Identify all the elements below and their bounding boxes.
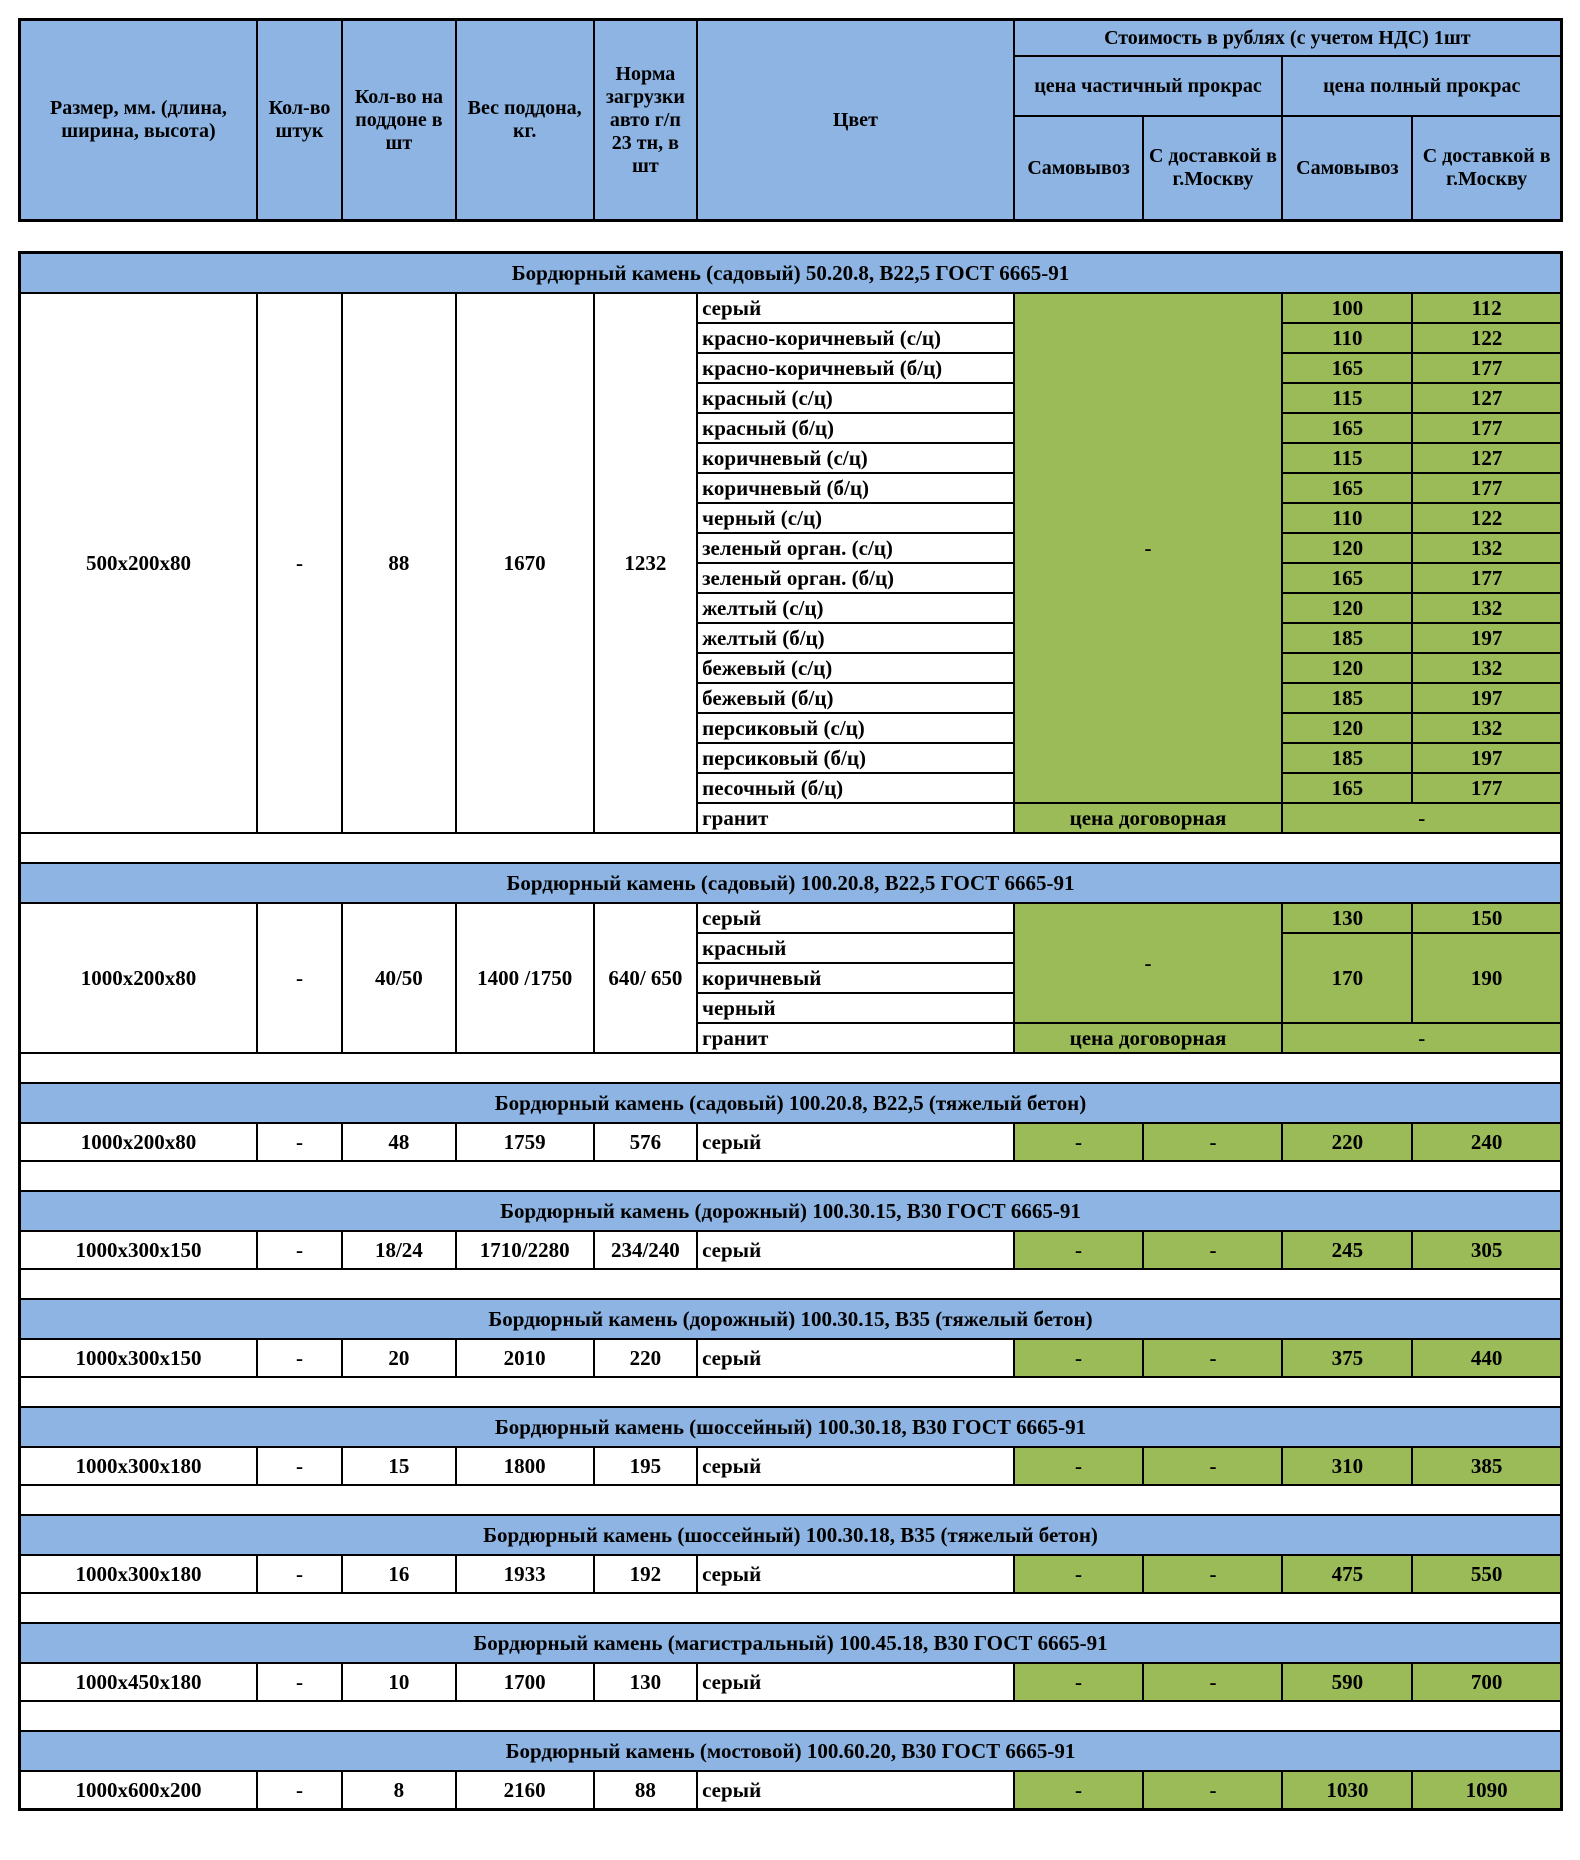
color-cell: красный bbox=[697, 933, 1014, 963]
color-cell: зеленый орган. (с/ц) bbox=[697, 533, 1014, 563]
weight-cell: 1400 /1750 bbox=[456, 903, 594, 1053]
table-row bbox=[20, 1623, 1562, 1663]
full-pickup-cell: 375 bbox=[1282, 1339, 1412, 1377]
full-delivery-cell: 132 bbox=[1412, 533, 1561, 563]
table-row bbox=[20, 293, 1562, 323]
spacer-row bbox=[20, 1701, 1562, 1731]
size-cell: 1000x200x80 bbox=[20, 1123, 257, 1161]
table-row bbox=[20, 1269, 1562, 1299]
color-cell: зеленый орган. (б/ц) bbox=[697, 563, 1014, 593]
header-color: Цвет bbox=[697, 20, 1014, 221]
table-row bbox=[20, 1191, 1562, 1231]
table-row bbox=[20, 1663, 1562, 1701]
full-delivery-cell: 122 bbox=[1412, 323, 1561, 353]
table-row bbox=[20, 1731, 1562, 1771]
full-pickup-cell: 165 bbox=[1282, 773, 1412, 803]
partial-price-cell: - bbox=[1014, 903, 1283, 1023]
qty-cell: - bbox=[257, 1123, 342, 1161]
full-delivery-cell: 700 bbox=[1412, 1663, 1561, 1701]
section-title: Бордюрный камень (садовый) 100.20.8, В22,5 (тяжелый бетон) bbox=[20, 1083, 1562, 1123]
full-pickup-cell: 115 bbox=[1282, 443, 1412, 473]
table-row bbox=[20, 1407, 1562, 1447]
partial-pickup-cell: - bbox=[1014, 1231, 1144, 1269]
full-pickup-cell: 185 bbox=[1282, 743, 1412, 773]
norm-cell: 195 bbox=[594, 1447, 697, 1485]
full-pickup-cell: 220 bbox=[1282, 1123, 1412, 1161]
full-delivery-cell: 177 bbox=[1412, 773, 1561, 803]
color-cell: бежевый (б/ц) bbox=[697, 683, 1014, 713]
section-title: Бордюрный камень (садовый) 100.20.8, В22,5 ГОСТ 6665-91 bbox=[20, 863, 1562, 903]
header-pallet-weight: Вес поддона, кг. bbox=[456, 20, 594, 221]
header-partial: цена частичный прокрас bbox=[1014, 56, 1283, 116]
qty-cell: - bbox=[257, 1555, 342, 1593]
per-pallet-cell: 10 bbox=[342, 1663, 456, 1701]
per-pallet-cell: 88 bbox=[342, 293, 456, 833]
weight-cell: 1933 bbox=[456, 1555, 594, 1593]
partial-price-cell: - bbox=[1014, 293, 1283, 803]
full-pickup-cell: 115 bbox=[1282, 383, 1412, 413]
full-delivery-cell: 132 bbox=[1412, 713, 1561, 743]
color-cell: желтый (с/ц) bbox=[697, 593, 1014, 623]
color-cell: черный (с/ц) bbox=[697, 503, 1014, 533]
full-pickup-cell: 110 bbox=[1282, 323, 1412, 353]
full-pickup-cell: 120 bbox=[1282, 653, 1412, 683]
weight-cell: 1710/2280 bbox=[456, 1231, 594, 1269]
header-per-pallet: Кол-во на поддоне в шт bbox=[342, 20, 456, 221]
full-delivery-cell: 127 bbox=[1412, 383, 1561, 413]
table-row bbox=[20, 1161, 1562, 1191]
table-header bbox=[18, 18, 1563, 222]
spacer-row bbox=[20, 1269, 1562, 1299]
header-partial-delivery: С доставкой в г.Москву bbox=[1143, 116, 1282, 221]
full-pickup-cell: 120 bbox=[1282, 593, 1412, 623]
full-delivery-cell: 197 bbox=[1412, 683, 1561, 713]
section-title: Бордюрный камень (дорожный) 100.30.15, В35 (тяжелый бетон) bbox=[20, 1299, 1562, 1339]
full-pickup-cell: 130 bbox=[1282, 903, 1412, 933]
size-cell: 1000x300x180 bbox=[20, 1555, 257, 1593]
table-row bbox=[20, 833, 1562, 863]
weight-cell: 2160 bbox=[456, 1771, 594, 1810]
full-delivery-cell: 385 bbox=[1412, 1447, 1561, 1485]
header-partial-pickup: Самовывоз bbox=[1014, 116, 1144, 221]
full-pickup-cell: 120 bbox=[1282, 533, 1412, 563]
full-pickup-cell: 475 bbox=[1282, 1555, 1412, 1593]
color-cell: серый bbox=[697, 1771, 1014, 1810]
table-row bbox=[20, 1593, 1562, 1623]
header-cost: Стоимость в рублях (с учетом НДС) 1шт bbox=[1014, 20, 1562, 57]
qty-cell: - bbox=[257, 1663, 342, 1701]
full-pickup-cell: 165 bbox=[1282, 473, 1412, 503]
table-row bbox=[20, 1299, 1562, 1339]
table-row bbox=[20, 1771, 1562, 1810]
weight-cell: 2010 bbox=[456, 1339, 594, 1377]
partial-pickup-cell: - bbox=[1014, 1123, 1144, 1161]
weight-cell: 1800 bbox=[456, 1447, 594, 1485]
norm-cell: 192 bbox=[594, 1555, 697, 1593]
color-cell: песочный (б/ц) bbox=[697, 773, 1014, 803]
per-pallet-cell: 18/24 bbox=[342, 1231, 456, 1269]
color-cell: желтый (б/ц) bbox=[697, 623, 1014, 653]
full-delivery-cell: 190 bbox=[1412, 933, 1561, 1023]
table-row bbox=[20, 1339, 1562, 1377]
full-pickup-cell: 590 bbox=[1282, 1663, 1412, 1701]
table-row bbox=[20, 1485, 1562, 1515]
table-row bbox=[20, 1515, 1562, 1555]
weight-cell: 1670 bbox=[456, 293, 594, 833]
header-load-norm: Норма загрузки авто г/п 23 тн, в шт bbox=[594, 20, 697, 221]
size-cell: 1000x300x150 bbox=[20, 1231, 257, 1269]
spacer-row bbox=[20, 1161, 1562, 1191]
full-pickup-cell: 165 bbox=[1282, 563, 1412, 593]
full-pickup-cell: 100 bbox=[1282, 293, 1412, 323]
full-delivery-cell: 305 bbox=[1412, 1231, 1561, 1269]
partial-pickup-cell: - bbox=[1014, 1663, 1144, 1701]
full-delivery-cell: 177 bbox=[1412, 473, 1561, 503]
section-title: Бордюрный камень (магистральный) 100.45.18, В30 ГОСТ 6665-91 bbox=[20, 1623, 1562, 1663]
table-row bbox=[20, 1447, 1562, 1485]
size-cell: 500x200x80 bbox=[20, 293, 257, 833]
color-cell: серый bbox=[697, 1663, 1014, 1701]
header-qty: Кол-во штук bbox=[257, 20, 342, 221]
size-cell: 1000x300x150 bbox=[20, 1339, 257, 1377]
header-full-pickup: Самовывоз bbox=[1282, 116, 1412, 221]
norm-cell: 1232 bbox=[594, 293, 697, 833]
full-delivery-cell: 177 bbox=[1412, 353, 1561, 383]
partial-price-cell: цена договорная bbox=[1014, 1023, 1283, 1053]
weight-cell: 1759 bbox=[456, 1123, 594, 1161]
full-pickup-cell: 245 bbox=[1282, 1231, 1412, 1269]
norm-cell: 640/ 650 bbox=[594, 903, 697, 1053]
color-cell: коричневый (с/ц) bbox=[697, 443, 1014, 473]
qty-cell: - bbox=[257, 1447, 342, 1485]
price-table bbox=[18, 251, 1563, 1811]
spacer-row bbox=[20, 833, 1562, 863]
full-delivery-cell: 550 bbox=[1412, 1555, 1561, 1593]
color-cell: красно-коричневый (с/ц) bbox=[697, 323, 1014, 353]
header-full-delivery: С доставкой в г.Москву bbox=[1412, 116, 1561, 221]
partial-delivery-cell: - bbox=[1143, 1771, 1282, 1810]
partial-delivery-cell: - bbox=[1143, 1339, 1282, 1377]
color-cell: гранит bbox=[697, 1023, 1014, 1053]
partial-pickup-cell: - bbox=[1014, 1555, 1144, 1593]
table-row bbox=[20, 1083, 1562, 1123]
spacer-row bbox=[20, 1377, 1562, 1407]
color-cell: серый bbox=[697, 1231, 1014, 1269]
size-cell: 1000x300x180 bbox=[20, 1447, 257, 1485]
size-cell: 1000x200x80 bbox=[20, 903, 257, 1053]
full-pickup-cell: 185 bbox=[1282, 623, 1412, 653]
full-delivery-cell: 1090 bbox=[1412, 1771, 1561, 1810]
full-delivery-cell: 112 bbox=[1412, 293, 1561, 323]
table-row bbox=[20, 863, 1562, 903]
color-cell: черный bbox=[697, 993, 1014, 1023]
full-pickup-cell: 110 bbox=[1282, 503, 1412, 533]
section-title: Бордюрный камень (садовый) 50.20.8, В22,5 ГОСТ 6665-91 bbox=[20, 253, 1562, 294]
section-title: Бордюрный камень (шоссейный) 100.30.18, В35 (тяжелый бетон) bbox=[20, 1515, 1562, 1555]
size-cell: 1000x600x200 bbox=[20, 1771, 257, 1810]
qty-cell: - bbox=[257, 903, 342, 1053]
norm-cell: 88 bbox=[594, 1771, 697, 1810]
partial-delivery-cell: - bbox=[1143, 1447, 1282, 1485]
color-cell: коричневый (б/ц) bbox=[697, 473, 1014, 503]
section-title: Бордюрный камень (шоссейный) 100.30.18, В30 ГОСТ 6665-91 bbox=[20, 1407, 1562, 1447]
color-cell: серый bbox=[697, 293, 1014, 323]
full-delivery-cell: 127 bbox=[1412, 443, 1561, 473]
full-pickup-cell: 170 bbox=[1282, 933, 1412, 1023]
per-pallet-cell: 8 bbox=[342, 1771, 456, 1810]
full-pickup-cell: 1030 bbox=[1282, 1771, 1412, 1810]
full-delivery-cell: 122 bbox=[1412, 503, 1561, 533]
table-row bbox=[20, 1231, 1562, 1269]
color-cell: серый bbox=[697, 903, 1014, 933]
full-pickup-cell: 165 bbox=[1282, 413, 1412, 443]
spacer-row bbox=[20, 1593, 1562, 1623]
per-pallet-cell: 48 bbox=[342, 1123, 456, 1161]
qty-cell: - bbox=[257, 1231, 342, 1269]
price-document bbox=[18, 18, 1563, 1811]
partial-pickup-cell: - bbox=[1014, 1447, 1144, 1485]
size-cell: 1000x450x180 bbox=[20, 1663, 257, 1701]
norm-cell: 234/240 bbox=[594, 1231, 697, 1269]
full-delivery-cell: 240 bbox=[1412, 1123, 1561, 1161]
partial-delivery-cell: - bbox=[1143, 1123, 1282, 1161]
full-delivery-cell: 177 bbox=[1412, 563, 1561, 593]
full-pickup-cell: 165 bbox=[1282, 353, 1412, 383]
table-row bbox=[20, 1555, 1562, 1593]
table-row bbox=[20, 253, 1562, 294]
spacer-row bbox=[20, 1053, 1562, 1083]
weight-cell: 1700 bbox=[456, 1663, 594, 1701]
color-cell: коричневый bbox=[697, 963, 1014, 993]
color-cell: бежевый (с/ц) bbox=[697, 653, 1014, 683]
norm-cell: 130 bbox=[594, 1663, 697, 1701]
header-full: цена полный прокрас bbox=[1282, 56, 1561, 116]
partial-price-cell: цена договорная bbox=[1014, 803, 1283, 833]
color-cell: серый bbox=[697, 1555, 1014, 1593]
qty-cell: - bbox=[257, 293, 342, 833]
table-row bbox=[20, 1377, 1562, 1407]
norm-cell: 220 bbox=[594, 1339, 697, 1377]
color-cell: персиковый (б/ц) bbox=[697, 743, 1014, 773]
partial-pickup-cell: - bbox=[1014, 1339, 1144, 1377]
per-pallet-cell: 40/50 bbox=[342, 903, 456, 1053]
full-price-cell: - bbox=[1282, 803, 1561, 833]
color-cell: серый bbox=[697, 1447, 1014, 1485]
section-title: Бордюрный камень (дорожный) 100.30.15, В30 ГОСТ 6665-91 bbox=[20, 1191, 1562, 1231]
full-price-cell: - bbox=[1282, 1023, 1561, 1053]
section-title: Бордюрный камень (мостовой) 100.60.20, В30 ГОСТ 6665-91 bbox=[20, 1731, 1562, 1771]
color-cell: серый bbox=[697, 1123, 1014, 1161]
per-pallet-cell: 20 bbox=[342, 1339, 456, 1377]
full-pickup-cell: 310 bbox=[1282, 1447, 1412, 1485]
color-cell: серый bbox=[697, 1339, 1014, 1377]
full-pickup-cell: 185 bbox=[1282, 683, 1412, 713]
partial-delivery-cell: - bbox=[1143, 1663, 1282, 1701]
table-row bbox=[20, 1701, 1562, 1731]
color-cell: красно-коричневый (б/ц) bbox=[697, 353, 1014, 383]
full-delivery-cell: 197 bbox=[1412, 623, 1561, 653]
qty-cell: - bbox=[257, 1339, 342, 1377]
table-row bbox=[20, 1053, 1562, 1083]
partial-delivery-cell: - bbox=[1143, 1231, 1282, 1269]
color-cell: красный (б/ц) bbox=[697, 413, 1014, 443]
full-delivery-cell: 132 bbox=[1412, 653, 1561, 683]
full-pickup-cell: 120 bbox=[1282, 713, 1412, 743]
color-cell: красный (с/ц) bbox=[697, 383, 1014, 413]
spacer-row bbox=[20, 1485, 1562, 1515]
full-delivery-cell: 197 bbox=[1412, 743, 1561, 773]
per-pallet-cell: 15 bbox=[342, 1447, 456, 1485]
per-pallet-cell: 16 bbox=[342, 1555, 456, 1593]
full-delivery-cell: 150 bbox=[1412, 903, 1561, 933]
color-cell: гранит bbox=[697, 803, 1014, 833]
full-delivery-cell: 132 bbox=[1412, 593, 1561, 623]
partial-pickup-cell: - bbox=[1014, 1771, 1144, 1810]
color-cell: персиковый (с/ц) bbox=[697, 713, 1014, 743]
qty-cell: - bbox=[257, 1771, 342, 1810]
full-delivery-cell: 177 bbox=[1412, 413, 1561, 443]
header-size: Размер, мм. (длина, ширина, высота) bbox=[20, 20, 257, 221]
full-delivery-cell: 440 bbox=[1412, 1339, 1561, 1377]
norm-cell: 576 bbox=[594, 1123, 697, 1161]
table-row bbox=[20, 903, 1562, 933]
table-row bbox=[20, 1123, 1562, 1161]
partial-delivery-cell: - bbox=[1143, 1555, 1282, 1593]
